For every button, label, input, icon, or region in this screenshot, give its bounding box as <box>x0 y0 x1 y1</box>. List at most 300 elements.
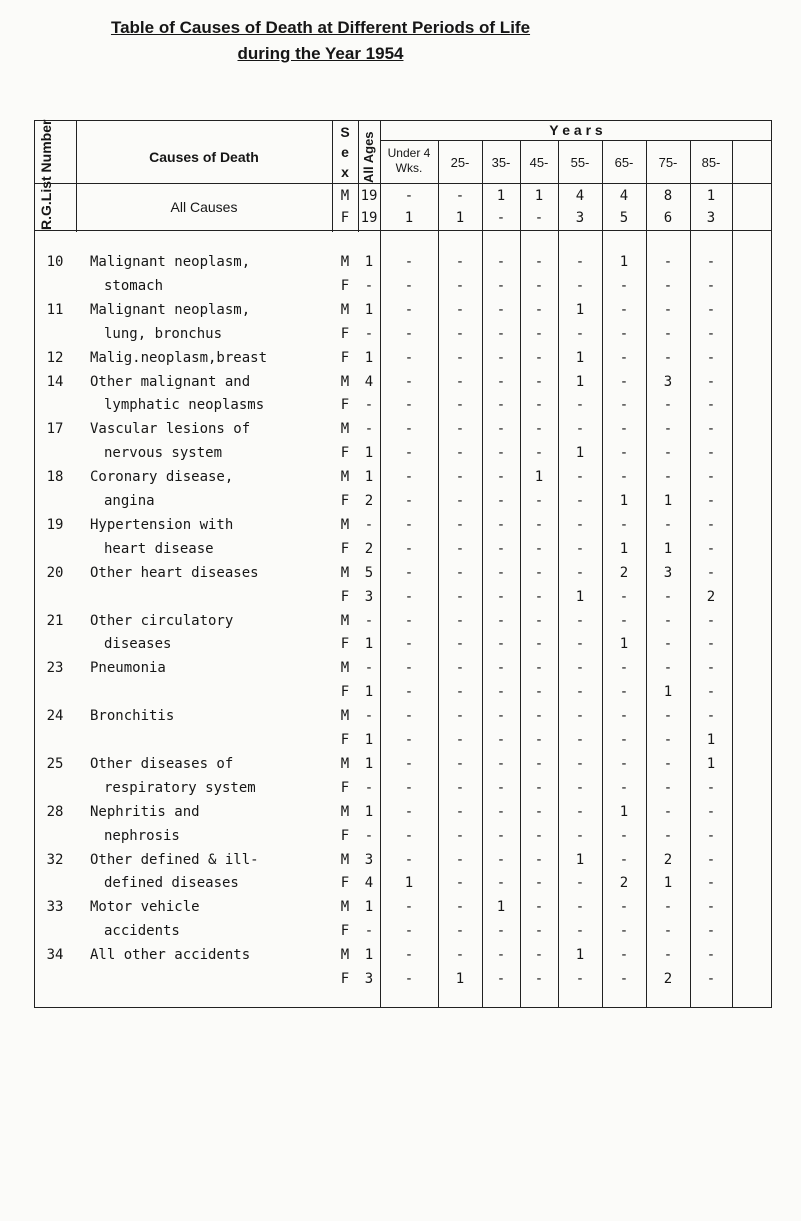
col-divider-8 <box>732 140 733 1008</box>
value-cell: - <box>455 660 465 677</box>
cause-label: Other circulatory <box>90 612 234 629</box>
value-cell: - <box>496 373 506 390</box>
value-cell: - <box>404 732 414 748</box>
value-cell: - <box>619 851 629 868</box>
header-list-number: R.G.List Number <box>38 119 54 230</box>
value-cell: 1 <box>364 755 374 772</box>
cause-label-continued: stomach <box>104 277 164 294</box>
sex-label: F <box>340 325 350 342</box>
value-cell: - <box>455 803 465 820</box>
all-causes-divider <box>34 230 772 231</box>
value-cell: - <box>364 397 374 414</box>
value-cell: - <box>455 923 465 940</box>
value-cell: - <box>534 851 544 868</box>
value-cell: 1 <box>706 732 716 748</box>
value-cell: - <box>496 301 506 318</box>
value-cell: - <box>619 660 629 677</box>
cause-label-continued: nervous system <box>104 445 223 462</box>
value-cell: - <box>663 254 673 270</box>
value-cell: - <box>404 612 414 629</box>
value-cell: - <box>706 445 716 462</box>
value-cell: - <box>404 325 414 342</box>
row-number: 19 <box>46 516 64 533</box>
value-cell: 1 <box>575 301 585 318</box>
value-cell: - <box>619 397 629 414</box>
value-cell: 1 <box>364 301 374 318</box>
value-cell: 1 <box>575 349 585 366</box>
value-cell: 1 <box>364 684 374 701</box>
value-cell: - <box>663 947 673 964</box>
value-cell: - <box>706 899 716 916</box>
value-cell: - <box>663 660 673 677</box>
sex-label: M <box>340 516 350 533</box>
value-cell: 2 <box>364 540 374 557</box>
value-cell: - <box>496 851 506 868</box>
header-all-ages: All Ages <box>361 131 376 183</box>
value-cell: - <box>575 564 585 581</box>
value-cell: - <box>619 612 629 629</box>
value-cell: - <box>663 469 673 486</box>
value-cell: - <box>364 660 374 677</box>
value-cell: 1 <box>619 540 629 557</box>
value-cell: - <box>455 779 465 796</box>
cause-label-continued: heart disease <box>104 540 214 557</box>
value-cell: - <box>534 445 544 462</box>
value-cell: - <box>706 923 716 940</box>
row-number: 24 <box>46 708 64 725</box>
sex-label: M <box>340 803 350 820</box>
value-cell: - <box>663 349 673 366</box>
all-causes-f-value: 6 <box>663 210 673 226</box>
value-cell: 1 <box>663 493 673 509</box>
row-number: 32 <box>46 851 64 868</box>
value-cell: 2 <box>706 588 716 605</box>
row-number: 11 <box>46 301 64 318</box>
value-cell: - <box>404 755 414 772</box>
value-cell: - <box>404 923 414 940</box>
value-cell: - <box>534 684 544 701</box>
value-cell: - <box>575 277 585 294</box>
value-cell: - <box>455 612 465 629</box>
value-cell: 1 <box>364 349 374 366</box>
value-cell: - <box>706 851 716 868</box>
all-causes-m-value: - <box>404 188 414 204</box>
row-number: 20 <box>46 564 64 581</box>
row-number: 28 <box>46 803 64 820</box>
value-cell: - <box>496 803 506 820</box>
all-causes-f-value: 3 <box>706 210 716 226</box>
sex-label: F <box>340 732 350 748</box>
value-cell: - <box>455 899 465 916</box>
value-cell: - <box>575 636 585 653</box>
value-cell: 3 <box>663 373 673 390</box>
sex-label: F <box>340 445 350 462</box>
value-cell: - <box>496 588 506 605</box>
value-cell: - <box>534 899 544 916</box>
value-cell: - <box>496 493 506 509</box>
value-cell: 3 <box>364 588 374 605</box>
value-cell: 1 <box>364 803 374 820</box>
value-cell: 2 <box>619 564 629 581</box>
cause-label: Bronchitis <box>90 708 175 725</box>
value-cell: - <box>706 421 716 438</box>
row-number: 34 <box>46 947 64 964</box>
value-cell: - <box>364 421 374 438</box>
value-cell: - <box>575 516 585 533</box>
all-causes-m-value: 1 <box>496 188 506 204</box>
value-cell: - <box>706 325 716 342</box>
cause-label-continued: respiratory system <box>104 779 256 796</box>
value-cell: - <box>575 469 585 486</box>
value-cell: - <box>496 875 506 892</box>
value-cell: - <box>619 373 629 390</box>
cause-label-continued: lymphatic neoplasms <box>104 397 265 414</box>
value-cell: - <box>663 755 673 772</box>
age-group-header: 85- <box>701 155 721 170</box>
value-cell: 1 <box>619 254 629 270</box>
value-cell: - <box>706 612 716 629</box>
value-cell: - <box>663 899 673 916</box>
value-cell: 1 <box>364 732 374 748</box>
value-cell: - <box>575 254 585 270</box>
value-cell: - <box>404 445 414 462</box>
value-cell: - <box>496 254 506 270</box>
value-cell: - <box>619 947 629 964</box>
header-years: Y e a r s <box>549 122 603 138</box>
value-cell: 1 <box>364 899 374 916</box>
value-cell: 2 <box>619 875 629 892</box>
value-cell: - <box>404 469 414 486</box>
value-cell: - <box>404 803 414 820</box>
page-subtitle: during the Year 1954 <box>237 44 404 63</box>
row-number: 14 <box>46 373 64 390</box>
value-cell: - <box>706 971 716 987</box>
cause-label: Other defined & ill- <box>90 851 259 868</box>
value-cell: 1 <box>619 636 629 653</box>
value-cell: - <box>364 277 374 294</box>
value-cell: - <box>455 254 465 270</box>
value-cell: - <box>455 373 465 390</box>
value-cell: 2 <box>663 851 673 868</box>
all-causes-f-value: 1 <box>455 210 465 226</box>
value-cell: - <box>496 971 506 987</box>
value-cell: - <box>706 493 716 509</box>
value-cell: - <box>455 708 465 725</box>
value-cell: - <box>534 755 544 772</box>
value-cell: - <box>404 373 414 390</box>
value-cell: - <box>575 612 585 629</box>
value-cell: 1 <box>575 445 585 462</box>
sex-label: F <box>340 923 350 940</box>
value-cell: - <box>706 779 716 796</box>
value-cell: - <box>455 349 465 366</box>
value-cell: - <box>575 875 585 892</box>
value-cell: - <box>404 493 414 509</box>
all-causes-f-value: - <box>534 210 544 226</box>
value-cell: - <box>404 708 414 725</box>
all-causes-f-value: 1 <box>404 210 414 226</box>
value-cell: - <box>706 636 716 653</box>
value-cell: - <box>404 971 414 987</box>
value-cell: - <box>706 564 716 581</box>
value-cell: - <box>534 564 544 581</box>
value-cell: - <box>619 755 629 772</box>
value-cell: 1 <box>364 445 374 462</box>
row-number: 21 <box>46 612 64 629</box>
cause-label-continued: nephrosis <box>104 827 180 844</box>
value-cell: - <box>496 684 506 701</box>
value-cell: 1 <box>619 803 629 820</box>
value-cell: - <box>496 421 506 438</box>
value-cell: - <box>706 684 716 701</box>
value-cell: - <box>404 660 414 677</box>
value-cell: - <box>706 373 716 390</box>
value-cell: - <box>496 349 506 366</box>
sex-label: F <box>340 493 350 509</box>
sex-label: F <box>340 349 350 366</box>
value-cell: - <box>706 803 716 820</box>
sex-label: M <box>340 660 350 677</box>
cause-label: Hypertension with <box>90 516 234 533</box>
value-cell: - <box>496 779 506 796</box>
value-cell: - <box>663 803 673 820</box>
sex-label: F <box>340 971 350 987</box>
row-number: 33 <box>46 899 64 916</box>
cause-label: Vascular lesions of <box>90 421 251 438</box>
sex-label: F <box>340 277 350 294</box>
value-cell: - <box>496 277 506 294</box>
value-cell: - <box>706 708 716 725</box>
value-cell: - <box>534 588 544 605</box>
value-cell: - <box>404 779 414 796</box>
value-cell: 2 <box>663 971 673 987</box>
value-cell: 1 <box>364 636 374 653</box>
value-cell: - <box>663 421 673 438</box>
row-number: 10 <box>46 254 64 270</box>
value-cell: - <box>404 397 414 414</box>
age-group-header: 55- <box>570 155 590 170</box>
value-cell: - <box>706 469 716 486</box>
value-cell: - <box>496 540 506 557</box>
value-cell: 1 <box>575 588 585 605</box>
all-causes-f-value: 19 <box>360 210 378 226</box>
value-cell: - <box>455 301 465 318</box>
value-cell: - <box>706 827 716 844</box>
value-cell: - <box>404 349 414 366</box>
cause-label: Pneumonia <box>90 660 166 677</box>
value-cell: - <box>496 755 506 772</box>
value-cell: - <box>619 421 629 438</box>
value-cell: - <box>619 349 629 366</box>
value-cell: - <box>575 923 585 940</box>
value-cell: - <box>404 540 414 557</box>
value-cell: - <box>534 636 544 653</box>
sex-label: F <box>340 827 350 844</box>
value-cell: 1 <box>404 875 414 892</box>
all-causes-f-value: 5 <box>619 210 629 226</box>
value-cell: 1 <box>663 684 673 701</box>
sex-label: F <box>340 588 350 605</box>
value-cell: - <box>364 325 374 342</box>
value-cell: - <box>534 779 544 796</box>
value-cell: - <box>575 899 585 916</box>
cause-label: Malignant neoplasm, <box>90 254 251 270</box>
cause-label-continued: angina <box>104 493 155 509</box>
header-causes: Causes of Death <box>149 149 259 165</box>
sex-label: M <box>340 947 350 964</box>
value-cell: - <box>619 899 629 916</box>
age-group-header: 45- <box>529 155 549 170</box>
value-cell: - <box>534 301 544 318</box>
value-cell: - <box>663 636 673 653</box>
cause-label: All other accidents <box>90 947 251 964</box>
page-title: Table of Causes of Death at Different Periods of Life <box>110 18 531 37</box>
sex-label: F <box>340 636 350 653</box>
value-cell: - <box>663 445 673 462</box>
cause-label: Other heart diseases <box>90 564 259 581</box>
value-cell: - <box>455 325 465 342</box>
value-cell: - <box>575 397 585 414</box>
value-cell: - <box>364 827 374 844</box>
value-cell: - <box>619 445 629 462</box>
value-cell: - <box>455 516 465 533</box>
value-cell: - <box>619 971 629 987</box>
sex-label: F <box>340 540 350 557</box>
all-causes-m-value: 4 <box>575 188 585 204</box>
value-cell: 1 <box>496 899 506 916</box>
value-cell: - <box>455 875 465 892</box>
header-sex: S e x <box>340 124 350 180</box>
value-cell: - <box>496 469 506 486</box>
value-cell: - <box>575 421 585 438</box>
value-cell: - <box>619 779 629 796</box>
header-divider <box>34 183 772 184</box>
value-cell: - <box>455 947 465 964</box>
value-cell: - <box>364 923 374 940</box>
value-cell: - <box>455 636 465 653</box>
sex-label: F <box>340 397 350 414</box>
value-cell: - <box>455 755 465 772</box>
value-cell: - <box>534 923 544 940</box>
sex-label: F <box>340 684 350 701</box>
value-cell: 5 <box>364 564 374 581</box>
value-cell: - <box>663 397 673 414</box>
value-cell: - <box>663 612 673 629</box>
value-cell: - <box>534 708 544 725</box>
value-cell: - <box>455 493 465 509</box>
cause-label: Coronary disease, <box>90 469 234 486</box>
value-cell: - <box>455 540 465 557</box>
value-cell: - <box>404 564 414 581</box>
value-cell: - <box>496 732 506 748</box>
value-cell: 1 <box>663 875 673 892</box>
value-cell: 1 <box>455 971 465 987</box>
value-cell: - <box>404 684 414 701</box>
value-cell: - <box>706 301 716 318</box>
all-causes-m-value: 1 <box>706 188 716 204</box>
sex-label: M <box>340 254 350 270</box>
value-cell: - <box>496 636 506 653</box>
cause-label-continued: defined diseases <box>104 875 239 892</box>
value-cell: - <box>619 325 629 342</box>
value-cell: - <box>534 373 544 390</box>
value-cell: - <box>575 803 585 820</box>
value-cell: - <box>706 540 716 557</box>
value-cell: - <box>534 493 544 509</box>
value-cell: - <box>706 660 716 677</box>
value-cell: 3 <box>663 564 673 581</box>
value-cell: - <box>575 779 585 796</box>
all-causes-m-value: 19 <box>360 188 378 204</box>
all-causes-f-value: - <box>496 210 506 226</box>
value-cell: - <box>534 875 544 892</box>
value-cell: - <box>619 923 629 940</box>
value-cell: - <box>534 612 544 629</box>
value-cell: - <box>534 971 544 987</box>
cause-label: Other malignant and <box>90 373 251 390</box>
sex-label: M <box>340 708 350 725</box>
cause-label: Other diseases of <box>90 755 234 772</box>
value-cell: - <box>455 684 465 701</box>
value-cell: - <box>496 660 506 677</box>
value-cell: - <box>404 588 414 605</box>
value-cell: - <box>706 254 716 270</box>
sex-label: M <box>340 421 350 438</box>
value-cell: 2 <box>364 493 374 509</box>
value-cell: 3 <box>364 971 374 987</box>
value-cell: - <box>575 755 585 772</box>
value-cell: - <box>404 636 414 653</box>
value-cell: - <box>534 660 544 677</box>
value-cell: - <box>496 923 506 940</box>
value-cell: - <box>663 779 673 796</box>
value-cell: 1 <box>534 469 544 486</box>
value-cell: 1 <box>575 947 585 964</box>
age-group-header: 35- <box>491 155 511 170</box>
value-cell: - <box>619 708 629 725</box>
value-cell: - <box>496 564 506 581</box>
value-cell: - <box>575 732 585 748</box>
value-cell: - <box>575 708 585 725</box>
all-causes-f-value: 3 <box>575 210 585 226</box>
value-cell: - <box>404 301 414 318</box>
value-cell: - <box>534 947 544 964</box>
value-cell: - <box>534 325 544 342</box>
value-cell: - <box>534 516 544 533</box>
value-cell: 1 <box>663 540 673 557</box>
value-cell: - <box>619 588 629 605</box>
value-cell: - <box>364 516 374 533</box>
value-cell: 1 <box>364 469 374 486</box>
value-cell: - <box>404 899 414 916</box>
value-cell: - <box>619 516 629 533</box>
value-cell: - <box>455 277 465 294</box>
row-number: 12 <box>46 349 64 366</box>
all-causes-sex-m: M <box>340 188 350 204</box>
value-cell: - <box>619 301 629 318</box>
value-cell: - <box>534 803 544 820</box>
value-cell: 1 <box>575 851 585 868</box>
value-cell: - <box>575 493 585 509</box>
row-number: 18 <box>46 469 64 486</box>
value-cell: - <box>455 445 465 462</box>
value-cell: - <box>534 827 544 844</box>
value-cell: 1 <box>619 493 629 509</box>
value-cell: - <box>706 516 716 533</box>
value-cell: 1 <box>575 373 585 390</box>
value-cell: - <box>706 349 716 366</box>
value-cell: - <box>575 325 585 342</box>
